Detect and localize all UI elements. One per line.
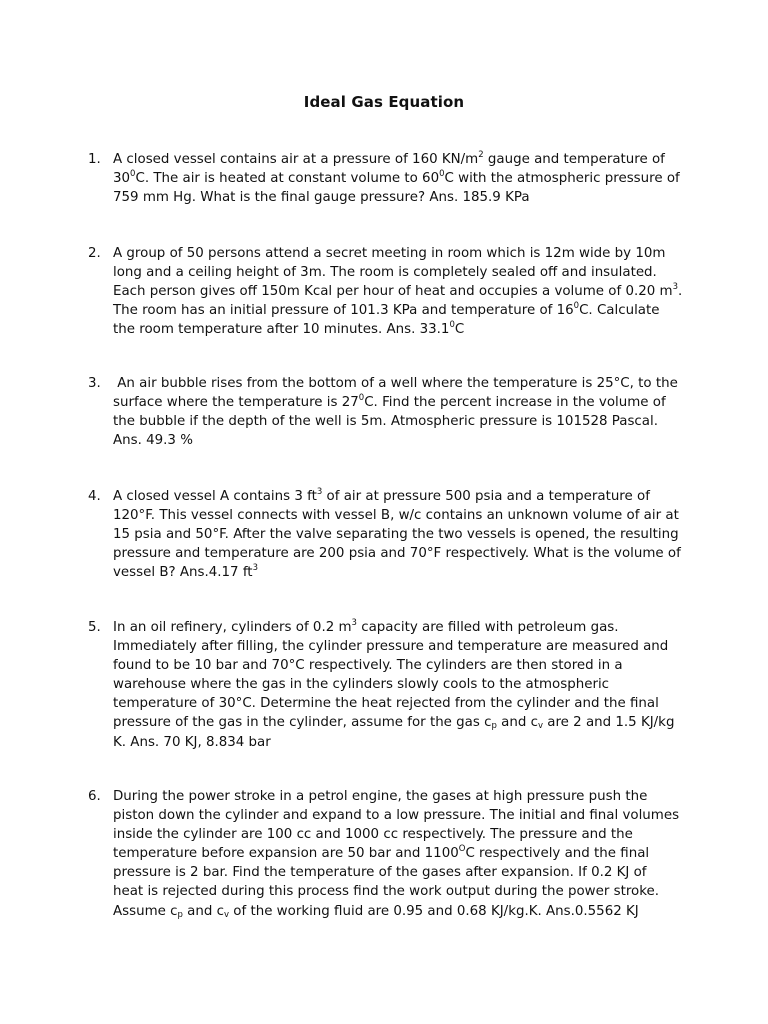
text-line: 759 mm Hg. What is the final gauge pressure? Ans. 185.9 KPa <box>113 190 530 206</box>
text-line: 15 psia and 50°F. After the valve separating the two vessels is opened, the resulting <box>113 527 679 543</box>
text-line: A group of 50 persons attend a secret meeting in room which is 12m wide by 10m <box>113 246 666 261</box>
problem-number: 3. <box>88 376 101 391</box>
problem-number: 1. <box>88 152 101 167</box>
problem-text <box>113 618 688 752</box>
text-line: Assume $c_p$ and $c_v$ of the working fluid are 0.95 and 0.68 KJ/kg.K. Ans.0.5562 KJ <box>113 903 639 920</box>
problem-text <box>113 374 688 450</box>
text-line: K. Ans. 70 KJ, 8.834 bar <box>113 734 271 750</box>
text-line: the bubble if the depth of the well is 5m. Atmospheric pressure is 101528 Pascal. <box>113 414 658 430</box>
text-line: long and a ceiling height of 3m. The room is completely sealed off and insulated. <box>113 265 657 281</box>
text-line: pressure and temperature are 200 psia and 70°F respectively. What is the volume of <box>113 546 681 562</box>
problem-1 <box>88 150 688 207</box>
text-line: piston down the cylinder and expand to a low pressure. The initial and final volumes <box>113 808 680 824</box>
problem-text <box>113 150 688 207</box>
problem-text <box>113 487 688 582</box>
problem-text <box>113 244 688 339</box>
problem-text <box>113 787 688 921</box>
text-line: inside the cylinder are 100 cc and 1000 cc respectively. The pressure and the <box>113 827 633 843</box>
text-line: A closed vessel A contains 3 $ft^3$ of air at pressure 500 psia and a temperature of <box>113 487 650 504</box>
text-line: Each person gives off 150m Kcal per hour of heat and occupies a volume of 0.20 $m^3$. <box>113 282 683 300</box>
text-line: An air bubble rises from the bottom of a well where the temperature is 25°C, to the <box>113 376 678 391</box>
text-line: 120°F. This vessel connects with vessel B, w/c contains an unknown volume of air at <box>113 508 679 524</box>
text-line: In an oil refinery, cylinders of 0.2 $m^3$ capacity are filled with petroleum gas. <box>113 618 619 635</box>
problem-number: 5. <box>88 620 101 635</box>
text-line: the room temperature after 10 minutes. Ans. 33.1$^0$C <box>113 320 465 338</box>
text-line: heat is rejected during this process find the work output during the power stroke. <box>113 884 659 900</box>
page-title: Ideal Gas Equation <box>303 93 465 111</box>
problem-4 <box>88 487 688 582</box>
text-line: temperature before expansion are 50 bar and $1100^OC$ respectively and the final <box>113 844 650 862</box>
text-line: pressure is 2 bar. Find the temperature of the gases after expansion. If 0.2 KJ of <box>113 865 647 881</box>
problem-6 <box>88 787 688 921</box>
text-line: A closed vessel contains air at a pressure of 160 $KN/m^2$ gauge and temperature of <box>113 150 665 167</box>
text-line: temperature of 30°C. Determine the heat rejected from the cylinder and the final <box>113 696 659 712</box>
text-line: warehouse where the gas in the cylinders slowly cools to the atmospheric <box>113 677 610 693</box>
text-line: The room has an initial pressure of 101.3 KPa and temperature of $16^0C$. Calculate <box>113 301 660 319</box>
text-line: $30^0C$. The air is heated at constant volume to $60^0C$ with the atmospheric pressure of <box>113 169 680 187</box>
text-line: pressure of the gas in the cylinder, assume for the gas $c_p$ and $c_v$ are 2 and 1.5 KJ/kg <box>113 715 675 732</box>
problem-number: 6. <box>88 789 101 804</box>
problem-3 <box>88 374 688 450</box>
text-line: found to be 10 bar and 70°C respectively. The cylinders are then stored in a <box>113 658 623 674</box>
problem-number: 4. <box>88 489 101 504</box>
text-line: During the power stroke in a petrol engine, the gases at high pressure push the <box>113 789 648 804</box>
text-line: surface where the temperature is $27^0C$. Find the percent increase in the volume of <box>113 393 666 411</box>
text-line: Ans. 49.3 % <box>113 433 193 449</box>
text-line: vessel B? Ans.4.17 $ft^3$ <box>113 563 258 581</box>
problem-5 <box>88 618 688 752</box>
problem-number: 2. <box>88 246 101 261</box>
text-line: Immediately after filling, the cylinder pressure and temperature are measured and <box>113 639 669 655</box>
problem-2 <box>88 244 688 339</box>
